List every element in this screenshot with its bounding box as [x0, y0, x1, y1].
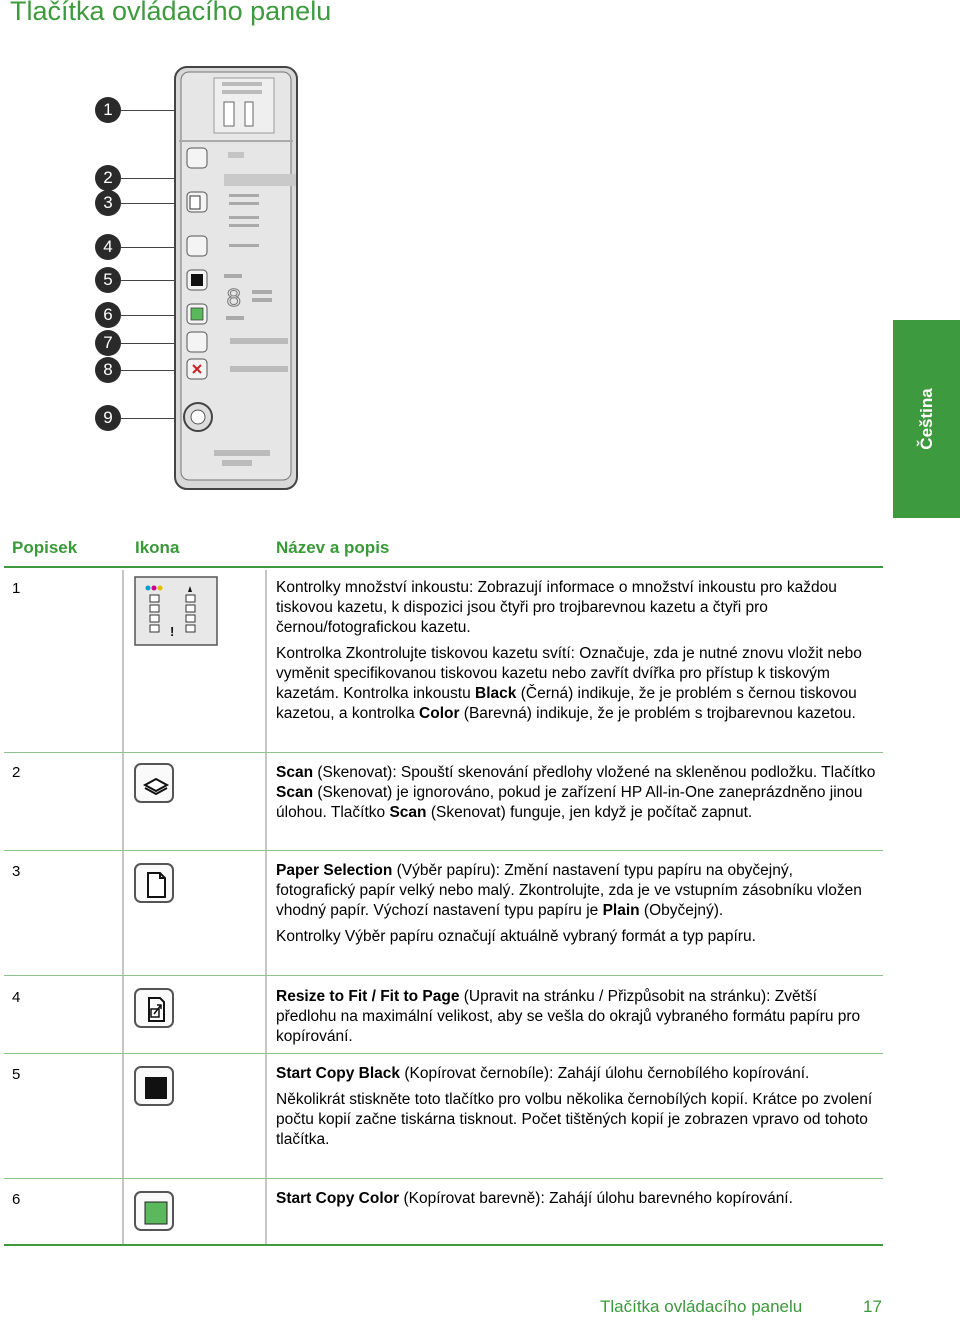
callout-2: 2	[95, 165, 121, 191]
callout-8: 8	[95, 357, 121, 383]
table-header-icon: Ikona	[135, 538, 180, 557]
row-1-number: 1	[12, 580, 21, 597]
footer-section-title: Tlačítka ovládacího panelu	[600, 1297, 803, 1316]
language-side-tab	[893, 320, 960, 518]
callout-7: 7	[95, 330, 121, 356]
row-6-number: 6	[12, 1191, 21, 1208]
svg-text:8: 8	[226, 284, 242, 314]
table-header-description: Název a popis	[276, 538, 390, 557]
row-5-number: 5	[12, 1066, 21, 1083]
callout-5: 5	[95, 267, 121, 293]
start-copy-color-icon	[134, 1191, 174, 1231]
row-4-number: 4	[12, 989, 21, 1006]
control-panel-illustration	[174, 66, 298, 490]
row-1-paragraph-1: Kontrolky množství inkoustu: Zobrazují informace o množství inkoustu pro každou tiskovou kazetu, k dispozici jsou čtyři pro trojbarevnou kazetu a čtyři pro černou/fotografickou kazetu.	[276, 579, 837, 636]
callout-9: 9	[95, 405, 121, 431]
callout-4: 4	[95, 234, 121, 260]
scan-icon	[134, 763, 174, 803]
ink-level-lights-icon	[134, 576, 218, 646]
row-3-number: 3	[12, 863, 21, 880]
page-title: Tlačítka ovládacího panelu	[10, 0, 332, 26]
callout-6: 6	[95, 302, 121, 328]
row-2-number: 2	[12, 764, 21, 781]
paper-selection-icon	[134, 863, 174, 903]
language-label: Čeština	[916, 388, 936, 450]
table-header-label: Popisek	[12, 538, 78, 557]
row-5-description: Start Copy Black (Kopírovat černobíle): Zahájí úlohu černobílého kopírování. Několikrát stiskněte toto tlačítko pro volbu několika černobílých kopií. Krátce po zvolení počtu kopií začne tiskárna tisknout. Počet tištěných kopií je zobrazen vpravo od tohoto tlačítka.	[276, 1064, 876, 1156]
resize-to-fit-icon	[134, 988, 174, 1028]
row-5-paragraph-2: Několikrát stiskněte toto tlačítko pro volbu několika černobílých kopií. Krátce po zvolení počtu kopií začne tiskárna tisknout. Počet tištěných kopií je zobrazen vpravo od tohoto tlačítka.	[276, 1091, 873, 1148]
callout-1: 1	[95, 97, 121, 123]
row-1-paragraph-2: Kontrolka Zkontrolujte tiskovou kazetu svítí: Označuje, zda je nutné znovu vložit nebo vyměnit specifikovanou tiskovou kazetu nebo zavřít dvířka pro přístup k tiskovým kazetám. Kontrolka inkoustu Black (Černá) indikuje, že je problém s černou tiskovou kazetou, a kontrolka Color (Barevná) indikuje, že je problém s trojbarevnou kazetou.	[276, 645, 862, 722]
row-4-description: Resize to Fit / Fit to Page (Upravit na stránku / Přizpůsobit na stránku): Zvětší předlohu na maximální velikost, aby se vešla do okrajů vybraného formátu papíru pro kopírování.	[276, 988, 861, 1045]
row-1-description	[276, 578, 876, 730]
svg-text:!: !	[170, 624, 175, 639]
row-3-description: Paper Selection (Výběr papíru): Změní nastavení typu papíru na obyčejný, fotografický papír velký nebo malý. Zkontrolujte, zda je ve vstupním zásobníku vložen vhodný papír. Výchozí nastavení typu papíru je Plain (Obyčejný). Kontrolky Výběr papíru označují aktuálně vybraný formát a typ papíru.	[276, 861, 876, 953]
row-6-description: Start Copy Color (Kopírovat barevně): Zahájí úlohu barevného kopírování.	[276, 1190, 793, 1207]
callout-3: 3	[95, 190, 121, 216]
start-copy-black-icon	[134, 1066, 174, 1106]
row-3-paragraph-2: Kontrolky Výběr papíru označují aktuálně vybraný formát a typ papíru.	[276, 928, 756, 945]
footer-page-number: 17	[863, 1297, 882, 1316]
row-2-description: Scan (Skenovat): Spouští skenování předlohy vložené na skleněnou podložku. Tlačítko Scan (Skenovat) je ignorováno, pokud je zařízení HP All-in-One zaneprázdněno jinou úlohou. Tlačítko Scan (Skenovat) funguje, jen když je počítač zapnut.	[276, 764, 876, 821]
